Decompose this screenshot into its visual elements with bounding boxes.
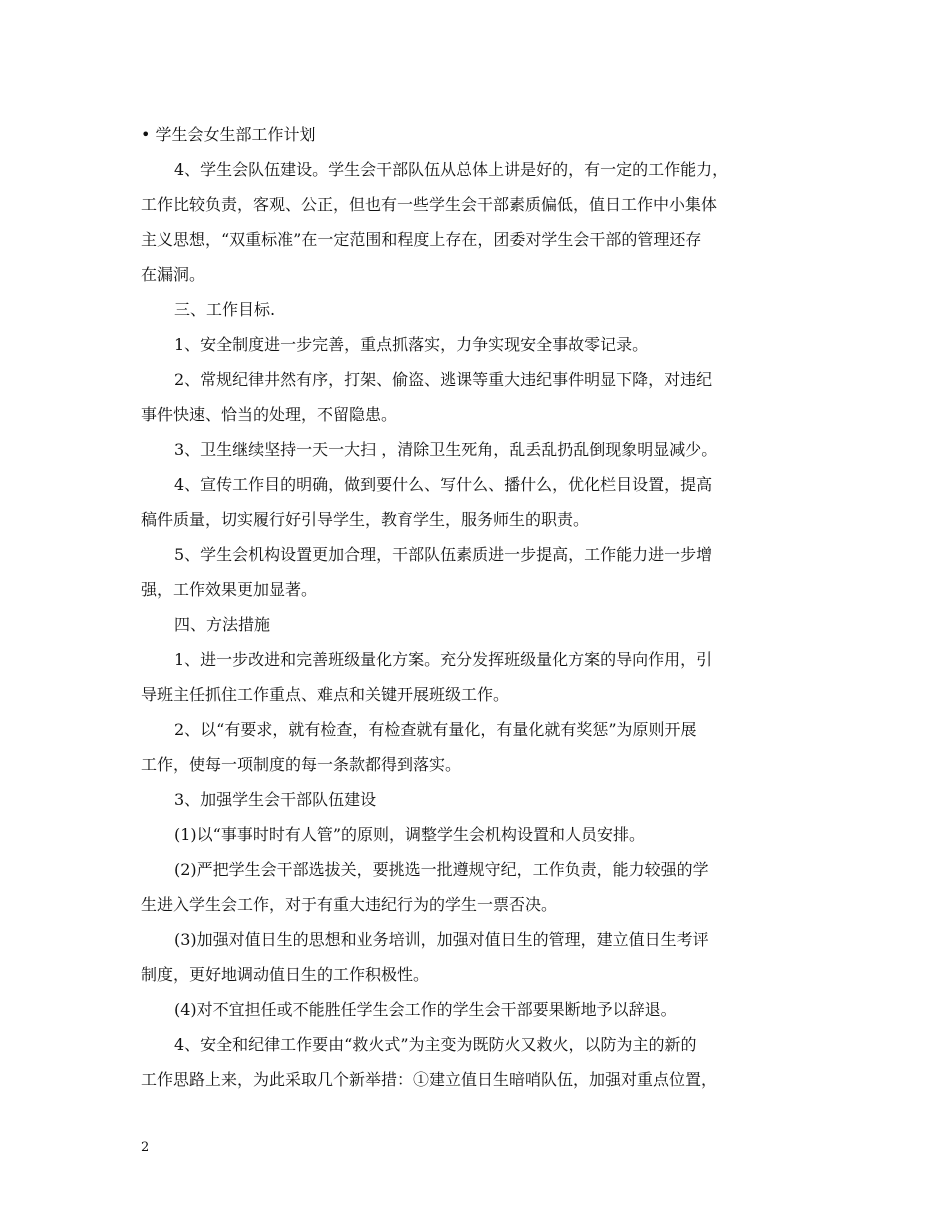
text-line: 生进入学生会工作，对于有重大违纪行为的学生一票否决。 [141,895,558,914]
text-line: 强，工作效果更加显著。 [141,580,318,599]
text-line: 工作，使每一项制度的每一条款都得到落实。 [141,755,462,774]
document-body [141,117,821,1097]
text-line: 5、学生会机构设置更加合理，干部队伍素质进一步提高，工作能力进一步增 [174,545,713,564]
text-line: 2、以“有要求，就有检查，有检查就有量化，有量化就有奖惩”为原则开展 [174,720,697,739]
text-line: 事件快速、恰当的处理，不留隐患。 [141,405,398,424]
section-heading: 三、工作目标. [174,300,276,319]
text-line: 4、学生会队伍建设。学生会干部队伍从总体上讲是好的，有一定的工作能力， [174,160,729,179]
text-line: 主义思想，“双重标准”在一定范围和程度上存在，团委对学生会干部的管理还存 [141,230,702,249]
section-heading: 四、方法措施 [174,615,271,634]
text-line: 导班主任抓住工作重点、难点和关键开展班级工作。 [141,685,510,704]
text-line: 1、安全制度进一步完善，重点抓落实，力争实现安全事故零记录。 [174,335,649,354]
document-heading: • 学生会女生部工作计划 [141,125,316,144]
text-line: (3)加强对值日生的思想和业务培训，加强对值日生的管理，建立值日生考评 [174,930,709,949]
text-line: 3、加强学生会干部队伍建设 [174,790,377,809]
text-line: 稿件质量，切实履行好引导学生，教育学生，服务师生的职责。 [141,510,590,529]
text-line: 3、卫生继续坚持一天一大扫 ，清除卫生死角，乱丢乱扔乱倒现象明显减少。 [174,440,718,459]
text-line: 工作比较负责，客观、公正，但也有一些学生会干部素质偏低，值日工作中小集体 [141,195,718,214]
text-line: (4)对不宜担任或不能胜任学生会工作的学生会干部要果断地予以辞退。 [174,1000,677,1019]
text-line: 4、宣传工作目的明确，做到要什么、写什么、播什么，优化栏目设置，提高 [174,475,713,494]
text-line: 4、安全和纪律工作要由“救火式”为主变为既防火又救火，以防为主的新的 [174,1035,697,1054]
text-line: 2、常规纪律井然有序，打架、偷盗、逃课等重大违纪事件明显下降，对违纪 [174,370,713,389]
text-line: 制度，更好地调动值日生的工作积极性。 [141,965,430,984]
text-line: 1、进一步改进和完善班级量化方案。充分发挥班级量化方案的导向作用，引 [174,650,713,669]
text-line: 在漏洞。 [141,265,206,284]
text-line: 工作思路上来，为此采取几个新举措：①建立值日生暗哨队伍，加强对重点位置， [141,1070,718,1089]
page-number: 2 [141,1140,150,1155]
text-line: (2)严把学生会干部选拔关，要挑选一批遵规守纪，工作负责，能力较强的学 [174,860,709,879]
text-line: (1)以“事事时时有人管”的原则，调整学生会机构设置和人员安排。 [174,825,646,844]
